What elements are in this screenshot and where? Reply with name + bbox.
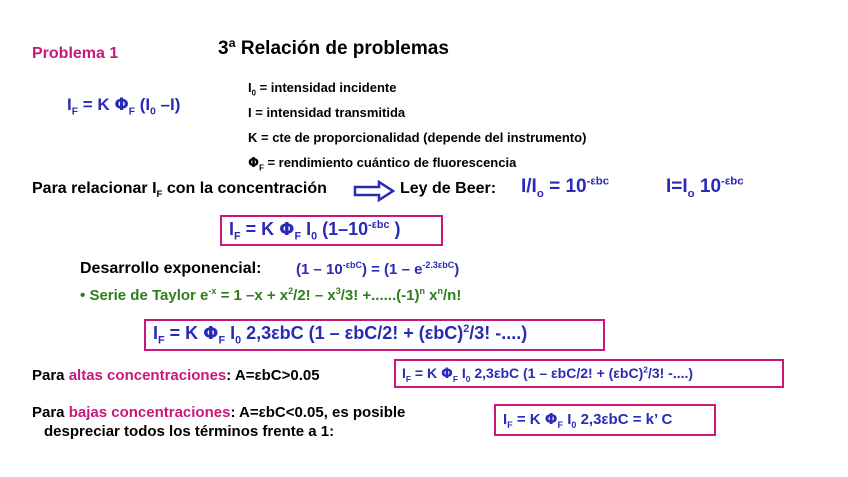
low-conc-text — [32, 404, 405, 421]
f-part: = K — [164, 323, 204, 343]
f-sup: -εbc — [368, 219, 390, 231]
def-symbol: I — [248, 80, 252, 95]
f-part: I — [153, 323, 159, 343]
phi-symbol: Φ — [440, 366, 453, 382]
lc-part: : A=εbC<0.05, es posible — [230, 404, 406, 421]
taylor-part: /n! — [442, 287, 462, 304]
f-sub: 0 — [465, 373, 471, 384]
relate-part: Para relacionar I — [32, 180, 157, 197]
taylor-sup: n — [437, 286, 443, 296]
f-sub: F — [294, 230, 302, 243]
relate-text — [32, 180, 327, 201]
formula-text: = K — [77, 95, 115, 114]
f-sub: F — [507, 420, 513, 430]
f-sub: F — [452, 373, 459, 384]
beer-formula-2 — [666, 176, 744, 198]
taylor-sup: 3 — [335, 286, 341, 296]
f-part: 2,3εbC = k’ C — [576, 411, 673, 428]
hc-part: Para — [32, 367, 69, 384]
exp-sup: -2.3εbC — [422, 260, 455, 270]
problem-label: Problema 1 — [32, 45, 119, 62]
definition-item — [248, 75, 586, 100]
relate-part: con la concentración — [162, 180, 327, 197]
f-part: = K — [512, 411, 545, 428]
taylor-part: /3! +......(-1) — [340, 287, 420, 304]
def-sub: 0 — [251, 88, 256, 98]
f-part: I — [402, 365, 406, 381]
beer-sup: -εbc — [586, 175, 610, 188]
relate-sub: F — [156, 189, 163, 201]
formula-sub: F — [128, 106, 136, 118]
hc-highlight: altas concentraciones — [68, 367, 227, 384]
beer-sub: o — [536, 187, 544, 200]
phi-symbol: Φ — [544, 410, 558, 428]
def-symbol: K — [248, 130, 258, 145]
def-symbol: Φ — [248, 156, 260, 171]
def-symbol: I — [248, 105, 252, 120]
f-part: I — [503, 411, 508, 428]
f-sup: 2 — [643, 364, 648, 375]
f-part: (1–10 — [317, 219, 369, 239]
taylor-part: x — [424, 287, 438, 304]
def-text: = rendimiento cuántico de fluorescencia — [263, 155, 517, 170]
def-text: = intensidad transmitida — [251, 105, 406, 120]
formula-text: I — [67, 95, 72, 114]
exp-part: (1 – 10 — [296, 261, 343, 278]
beer-part: 10 — [694, 176, 722, 197]
boxed-formula-2 — [153, 323, 528, 347]
exp-part: ) — [454, 261, 460, 278]
f-part: I — [225, 323, 236, 343]
beer-part: I/I — [521, 176, 537, 197]
expansion-formula — [296, 261, 459, 278]
definition-item — [248, 125, 586, 150]
arrow-right-icon — [353, 180, 395, 202]
low-conc-formula — [503, 410, 672, 428]
f-part: = K — [240, 219, 280, 239]
low-conc-text-line2: despreciar todos los términos frente a 1: — [44, 423, 335, 440]
f-part: I — [301, 219, 312, 239]
f-sup: 2 — [463, 323, 470, 335]
f-part: I — [229, 219, 235, 239]
hc-part: : A=εbC>0.05 — [226, 367, 320, 384]
f-part: ) — [389, 219, 401, 239]
high-conc-text — [32, 367, 320, 384]
phi-symbol: Φ — [203, 323, 219, 344]
exp-part: ) = (1 – e — [361, 261, 423, 278]
beer-law-label: Ley de Beer: — [400, 180, 497, 197]
formula-text: –I) — [155, 95, 181, 114]
taylor-part: Serie de Taylor e — [89, 287, 209, 304]
beer-part: I=I — [666, 176, 688, 197]
lc-part: Para — [32, 404, 69, 421]
f-part: /3! -....) — [469, 323, 528, 343]
f-part: 2,3εbC (1 – εbC/2! + (εbC) — [470, 365, 644, 381]
taylor-series — [80, 287, 461, 304]
f-part: 2,3εbC (1 – εbC/2! + (εbC) — [241, 323, 464, 343]
f-part: = K — [411, 365, 441, 381]
def-text: = cte de proporcionalidad (depende del instrumento) — [257, 130, 587, 145]
taylor-part: /2! – x — [293, 287, 336, 304]
definition-item — [248, 150, 586, 176]
f-sub: 0 — [571, 420, 577, 430]
main-formula — [67, 95, 181, 118]
beer-formula-1 — [521, 176, 609, 198]
phi-symbol: Φ — [114, 95, 129, 115]
beer-sup: -εbc — [721, 175, 744, 188]
lc-highlight: bajas concentraciones — [68, 404, 231, 421]
slide-title: 3ª Relación de problemas — [218, 38, 449, 59]
taylor-sup: -x — [208, 286, 217, 296]
def-text: = intensidad incidente — [255, 80, 397, 95]
definition-item — [248, 100, 586, 125]
beer-sub: o — [687, 187, 695, 200]
exp-sup: -εbC — [342, 260, 362, 270]
bullet: • — [80, 287, 86, 304]
f-sub: F — [405, 373, 412, 384]
f-sub: F — [218, 334, 226, 347]
formula-sub: F — [71, 106, 78, 118]
f-sub: 0 — [235, 334, 242, 347]
f-sub: F — [158, 334, 165, 347]
taylor-part: = 1 –x + x — [216, 287, 289, 304]
formula-text: (I — [135, 95, 151, 114]
high-conc-formula — [402, 365, 693, 382]
f-part: I — [458, 365, 466, 381]
beer-part: = 10 — [543, 176, 587, 197]
boxed-formula-1 — [229, 219, 401, 243]
f-sub: F — [557, 420, 564, 430]
f-sub: F — [234, 230, 241, 243]
phi-symbol: Φ — [279, 219, 295, 240]
formula-sub: 0 — [150, 106, 156, 118]
def-sub: F — [259, 163, 264, 173]
f-part: /3! -....) — [647, 365, 694, 381]
definitions-list — [248, 75, 586, 176]
f-part: I — [563, 411, 572, 428]
taylor-sup: n — [419, 286, 425, 296]
taylor-sup: 2 — [288, 286, 294, 296]
expansion-label: Desarrollo exponencial: — [80, 260, 262, 277]
f-sub: 0 — [311, 230, 318, 243]
